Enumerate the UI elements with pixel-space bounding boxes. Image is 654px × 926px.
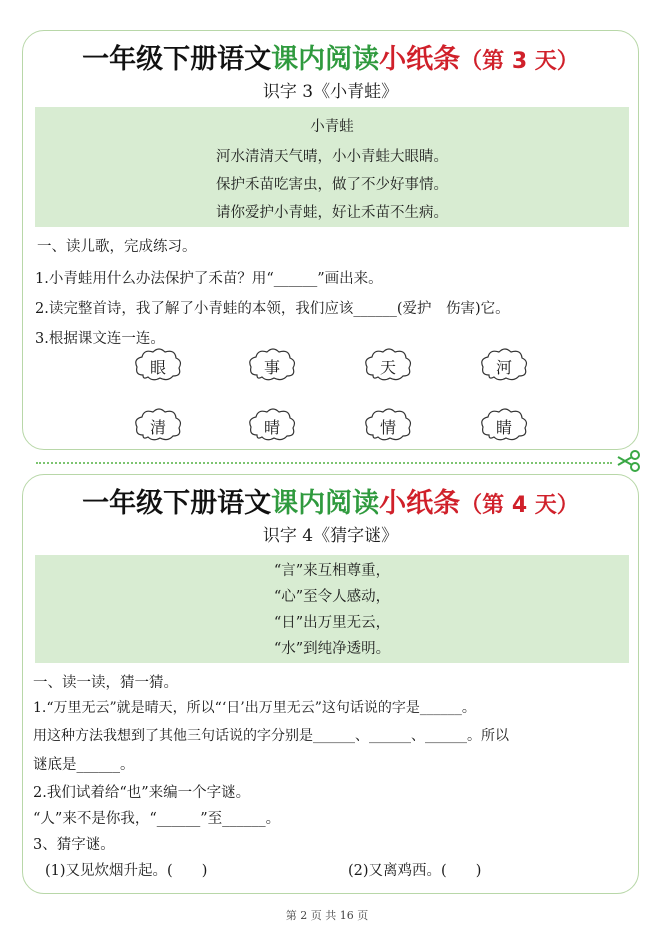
cloud-top-1[interactable]: 眼 xyxy=(133,347,183,383)
question-1-line-2: 用这种方法我想到了其他三句话说的字分别是______、______、______。所以 xyxy=(33,728,509,744)
question-1: 1.小青蛙用什么办法保护了禾苗？用“______”画出来。 xyxy=(35,271,383,287)
page-footer: 第 2 页 共 16 页 xyxy=(285,909,369,922)
day3-poem-box xyxy=(35,107,629,227)
riddle-2: (2)又离鸡西。( ) xyxy=(348,863,482,879)
poem-line: 请你爱护小青蛙，好让禾苗不生病。 xyxy=(216,205,448,221)
question-2: 2.我们试着给“也”来编一个字谜。 xyxy=(33,785,251,801)
poem-line: “水”到纯净透明。 xyxy=(273,641,391,657)
question-1-line-3: 谜底是______。 xyxy=(33,757,135,773)
cloud-bottom-1[interactable]: 清 xyxy=(133,407,183,443)
poem-line: “日”出万里无云， xyxy=(273,615,391,631)
cloud-top-2[interactable]: 事 xyxy=(247,347,297,383)
question-3: 3.根据课文连一连。 xyxy=(35,331,165,347)
question-2: 2.读完整首诗，我了解了小青蛙的本领，我们应该______(爱护 伤害)它。 xyxy=(35,301,510,317)
cloud-bottom-4[interactable]: 睛 xyxy=(479,407,529,443)
day3-card xyxy=(22,30,639,450)
question-2-line-2: “人”来不是你我，“______”至______。 xyxy=(33,811,281,827)
day3-subtitle: 识字 3《小青蛙》 xyxy=(262,82,399,102)
cloud-top-4[interactable]: 河 xyxy=(479,347,529,383)
cloud-bottom-3[interactable]: 情 xyxy=(363,407,413,443)
cloud-bottom-2[interactable]: 晴 xyxy=(247,407,297,443)
day4-card xyxy=(22,474,639,894)
cut-line xyxy=(36,462,612,464)
section-heading: 一、读儿歌，完成练习。 xyxy=(37,239,197,255)
day4-subtitle: 识字 4《猜字谜》 xyxy=(262,526,399,546)
question-1-line-1: 1.“万里无云”就是晴天，所以“‘日’出万里无云”这句话说的字是______。 xyxy=(33,700,476,716)
poem-line: “言”来互相尊重， xyxy=(273,563,391,579)
day4-poem-box xyxy=(35,555,629,663)
section-heading: 一、读一读，猜一猜。 xyxy=(33,675,178,691)
riddle-1: (1)又见炊烟升起。( ) xyxy=(45,863,208,879)
poem-line: “心”至令人感动， xyxy=(273,589,391,605)
poem-title: 小青蛙 xyxy=(310,119,354,135)
poem-line: 保护禾苗吃害虫，做了不少好事情。 xyxy=(216,177,448,193)
poem-line: 河水清清天气晴，小小青蛙大眼睛。 xyxy=(216,149,448,165)
scissors-icon xyxy=(616,450,642,472)
cloud-top-3[interactable]: 天 xyxy=(363,347,413,383)
question-3: 3、猜字谜。 xyxy=(33,837,115,853)
day4-title: 一年级下册语文课内阅读小纸条（第 4 天） xyxy=(82,488,579,519)
day3-title: 一年级下册语文课内阅读小纸条（第 3 天） xyxy=(82,44,579,75)
